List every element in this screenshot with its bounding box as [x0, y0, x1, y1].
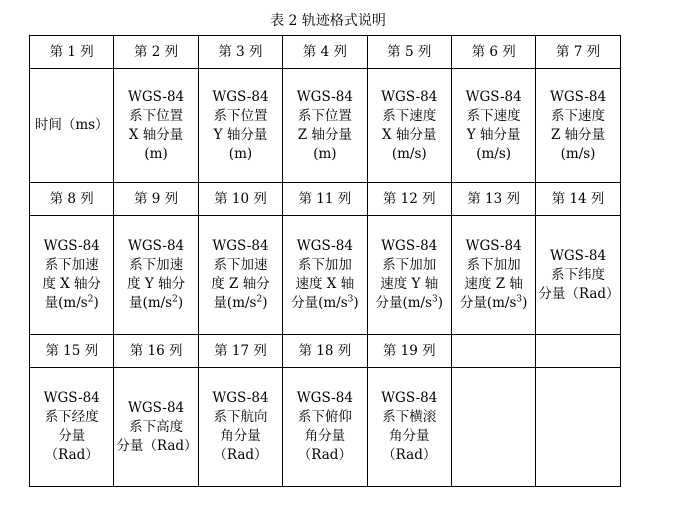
unit-close-paren: ): [177, 295, 184, 311]
description-cell: [283, 216, 367, 335]
cell-line-text: WGS-84: [381, 238, 438, 254]
cell-line: [370, 88, 449, 107]
cell-line: [116, 418, 195, 437]
cell-line-text: WGS-84: [128, 88, 185, 105]
cell-line: [370, 408, 449, 427]
cell-line: [370, 294, 449, 313]
column-header-cell: 第 13 列: [451, 183, 535, 216]
cell-line: [116, 126, 195, 145]
cell-line-text: WGS-84: [43, 238, 100, 254]
description-cell: [198, 69, 282, 183]
cell-line-text: 分量(m/s: [459, 295, 517, 311]
cell-line-text: WGS-84: [212, 238, 269, 254]
description-cell: [451, 368, 535, 487]
cell-line-text: (m/s): [391, 145, 427, 162]
column-header-cell: 第 12 列: [367, 183, 451, 216]
unit-exponent: 2: [256, 294, 263, 305]
cell-line-text: 系下位置: [129, 107, 184, 124]
content-row: [30, 368, 621, 487]
cell-line: [538, 126, 617, 145]
cell-line: [538, 266, 617, 285]
cell-line-text: 速度 Y 轴: [380, 276, 439, 292]
cell-line-text: Y 轴分量: [213, 126, 268, 143]
cell-line: [285, 446, 364, 465]
cell-line: [370, 237, 449, 256]
cell-line: [201, 427, 280, 446]
unit-exponent: 2: [87, 294, 94, 305]
cell-line: [116, 294, 195, 313]
cell-line-text: WGS-84: [212, 88, 269, 105]
cell-line-text: 系下速度: [382, 107, 437, 124]
column-header-cell: 第 7 列: [536, 36, 620, 69]
cell-line-text: 时间（ms）: [34, 117, 109, 133]
header-row: [30, 183, 621, 216]
cell-line: [285, 294, 364, 313]
cell-line-text: WGS-84: [296, 88, 353, 105]
cell-line: [285, 389, 364, 408]
column-header-cell: 第 3 列: [198, 36, 282, 69]
cell-line: [201, 389, 280, 408]
cell-line: [370, 275, 449, 294]
description-cell: [451, 69, 535, 183]
cell-line: [116, 237, 195, 256]
cell-line-text: 系下纬度: [551, 266, 606, 283]
cell-line: [116, 399, 195, 418]
cell-line: [201, 256, 280, 275]
cell-line-text: WGS-84: [128, 238, 185, 254]
description-cell: [536, 216, 620, 335]
cell-line-text: 系下位置: [213, 107, 268, 124]
cell-line: [285, 237, 364, 256]
cell-line-text: 系下加加: [297, 257, 352, 273]
cell-line: [538, 247, 617, 266]
cell-line-text: WGS-84: [549, 88, 607, 105]
cell-line: [32, 275, 111, 294]
column-header-cell: 第 16 列: [114, 335, 198, 368]
unit-exponent: 3: [516, 294, 523, 305]
unit-exponent: 3: [432, 294, 438, 305]
cell-line-text: WGS-84: [465, 238, 522, 254]
cell-line-text: 系下速度: [551, 107, 606, 124]
cell-line: [370, 389, 449, 408]
cell-line-text: Z 轴分量: [297, 126, 352, 143]
cell-line-text: 度 Y 轴分: [127, 276, 186, 292]
description-cell: [30, 368, 114, 487]
cell-line: [32, 116, 111, 135]
column-header-cell: 第 4 列: [283, 36, 367, 69]
cell-line-text: 角分量: [220, 428, 261, 444]
cell-line-text: （Rad）: [213, 447, 268, 463]
description-cell: [367, 69, 451, 183]
column-header-cell: 第 5 列: [367, 36, 451, 69]
cell-line: [201, 275, 280, 294]
cell-line-text: Z 轴分量: [550, 126, 606, 143]
cell-line: [32, 446, 111, 465]
unit-close-paren: ): [93, 295, 99, 311]
cell-line-text: 系下高度: [129, 418, 184, 435]
unit-close-paren: ): [353, 295, 359, 311]
cell-line: [201, 126, 280, 145]
description-cell: [451, 216, 535, 335]
cell-line: [116, 88, 195, 107]
description-cell: [114, 69, 198, 183]
description-cell: [198, 216, 282, 335]
cell-line-text: WGS-84: [128, 399, 185, 416]
cell-line-text: 分量(m/s: [375, 295, 433, 311]
cell-line: [538, 145, 617, 164]
header-row: [30, 335, 621, 368]
cell-line-text: 分量（Rad）: [538, 285, 620, 302]
cell-line-text: X 轴分量: [128, 126, 184, 143]
cell-line-text: (m/s): [476, 145, 512, 162]
cell-line: [116, 145, 195, 164]
cell-line: [201, 446, 280, 465]
cell-line: [538, 88, 617, 107]
description-cell: [367, 216, 451, 335]
unit-close-paren: ): [522, 295, 528, 311]
cell-line: [370, 256, 449, 275]
cell-line-text: (m/s): [560, 145, 596, 162]
description-cell: [367, 368, 451, 487]
cell-line-text: 速度 Z 轴: [464, 276, 523, 292]
cell-line: [454, 294, 533, 313]
description-cell: [536, 69, 620, 183]
column-header-cell: 第 6 列: [451, 36, 535, 69]
description-cell: [30, 69, 114, 183]
description-cell: [198, 368, 282, 487]
cell-line: [454, 107, 533, 126]
cell-line: [370, 126, 449, 145]
cell-line-text: X 轴分量: [382, 126, 437, 143]
description-cell: [30, 216, 114, 335]
cell-line: [32, 427, 111, 446]
cell-line: [116, 107, 195, 126]
column-header-cell: 第 8 列: [30, 183, 114, 216]
cell-line-text: 系下加速: [129, 257, 184, 273]
cell-line: [32, 237, 111, 256]
column-header-cell: 第 1 列: [30, 36, 114, 69]
cell-line: [116, 256, 195, 275]
cell-line-text: 系下加加: [466, 257, 521, 273]
cell-line-text: Y 轴分量: [466, 126, 521, 143]
column-header-cell: 第 19 列: [367, 335, 451, 368]
cell-line-text: 角分量: [304, 428, 346, 444]
cell-line-text: WGS-84: [296, 238, 353, 254]
cell-line: [285, 126, 364, 145]
column-header-cell: 第 14 列: [536, 183, 620, 216]
cell-line: [285, 427, 364, 446]
cell-line-text: 度 X 轴分: [42, 276, 102, 292]
cell-line: [285, 88, 364, 107]
column-header-cell: 第 15 列: [30, 335, 114, 368]
cell-line: [32, 408, 111, 427]
cell-line-text: (m): [144, 145, 168, 162]
cell-line: [201, 107, 280, 126]
column-header-cell: 第 9 列: [114, 183, 198, 216]
cell-line-text: 分量(m/s: [291, 295, 348, 311]
cell-line-text: 系下位置: [297, 107, 352, 124]
description-cell: [114, 368, 198, 487]
cell-line: [201, 237, 280, 256]
content-row: [30, 69, 621, 183]
cell-line: [370, 446, 449, 465]
cell-line-text: 系下加加: [382, 257, 437, 273]
cell-line: [201, 88, 280, 107]
unit-close-paren: ): [262, 295, 268, 311]
cell-line: [285, 275, 364, 294]
cell-line: [201, 408, 280, 427]
cell-line: [285, 145, 364, 164]
cell-line-text: 量(m/s: [213, 295, 257, 311]
description-cell: [283, 69, 367, 183]
track-format-table: [29, 35, 621, 487]
cell-line-text: WGS-84: [465, 88, 522, 105]
column-header-cell: 第 10 列: [198, 183, 282, 216]
cell-line: [454, 88, 533, 107]
cell-line: [285, 408, 364, 427]
cell-line-text: 系下俯仰: [297, 409, 352, 425]
cell-line-text: 量(m/s: [44, 295, 88, 311]
column-header-cell: 第 17 列: [198, 335, 282, 368]
cell-line: [454, 126, 533, 145]
cell-line: [370, 107, 449, 126]
unit-exponent: 2: [172, 294, 178, 305]
cell-line-text: （Rad）: [297, 447, 352, 463]
cell-line-text: 分量（Rad）: [116, 437, 198, 454]
cell-line-text: 度 Z 轴分: [211, 276, 270, 292]
cell-line-text: WGS-84: [381, 88, 438, 105]
cell-line: [454, 237, 533, 256]
table-caption: 表 2 轨迹格式说明: [270, 13, 386, 29]
column-header-cell: 第 18 列: [283, 335, 367, 368]
cell-line-text: 系下速度: [466, 107, 521, 124]
cell-line-text: 速度 X 轴: [295, 276, 355, 292]
cell-line: [32, 294, 111, 313]
cell-line: [454, 275, 533, 294]
description-cell: [114, 216, 198, 335]
cell-line: [116, 275, 195, 294]
cell-line: [201, 145, 280, 164]
cell-line: [454, 145, 533, 164]
column-header-cell: [451, 335, 535, 368]
cell-line: [538, 285, 620, 304]
cell-line: [32, 389, 111, 408]
cell-line: [285, 107, 364, 126]
cell-line-text: WGS-84: [296, 390, 353, 406]
cell-line: [370, 427, 449, 446]
column-header-cell: 第 2 列: [114, 36, 198, 69]
cell-line-text: 系下加速: [213, 257, 268, 273]
cell-line-text: 分量: [58, 428, 86, 444]
cell-line: [116, 437, 198, 456]
header-row: [30, 36, 621, 69]
cell-line-text: WGS-84: [549, 247, 607, 264]
cell-line-text: （Rad）: [382, 447, 437, 463]
cell-line: [285, 256, 364, 275]
cell-line: [370, 145, 449, 164]
cell-line-text: (m): [313, 145, 337, 162]
cell-line: [538, 107, 617, 126]
cell-line-text: （Rad）: [44, 447, 99, 463]
cell-line-text: 系下加速: [44, 257, 99, 273]
cell-line-text: (m): [228, 145, 253, 162]
cell-line-text: WGS-84: [212, 390, 269, 406]
cell-line-text: 系下经度: [44, 409, 99, 425]
cell-line-text: 系下横滚: [382, 409, 437, 425]
cell-line: [32, 256, 111, 275]
cell-line-text: WGS-84: [381, 390, 438, 406]
cell-line-text: 量(m/s: [129, 295, 173, 311]
cell-line-text: 系下航向: [213, 409, 268, 425]
description-cell: [283, 368, 367, 487]
cell-line-text: WGS-84: [43, 390, 100, 406]
unit-close-paren: ): [437, 295, 444, 311]
column-header-cell: 第 11 列: [283, 183, 367, 216]
column-header-cell: [536, 335, 620, 368]
cell-line: [201, 294, 280, 313]
cell-line: [454, 256, 533, 275]
unit-exponent: 3: [347, 294, 354, 305]
description-cell: [536, 368, 620, 487]
content-row: [30, 216, 621, 335]
cell-line-text: 角分量: [389, 428, 430, 444]
